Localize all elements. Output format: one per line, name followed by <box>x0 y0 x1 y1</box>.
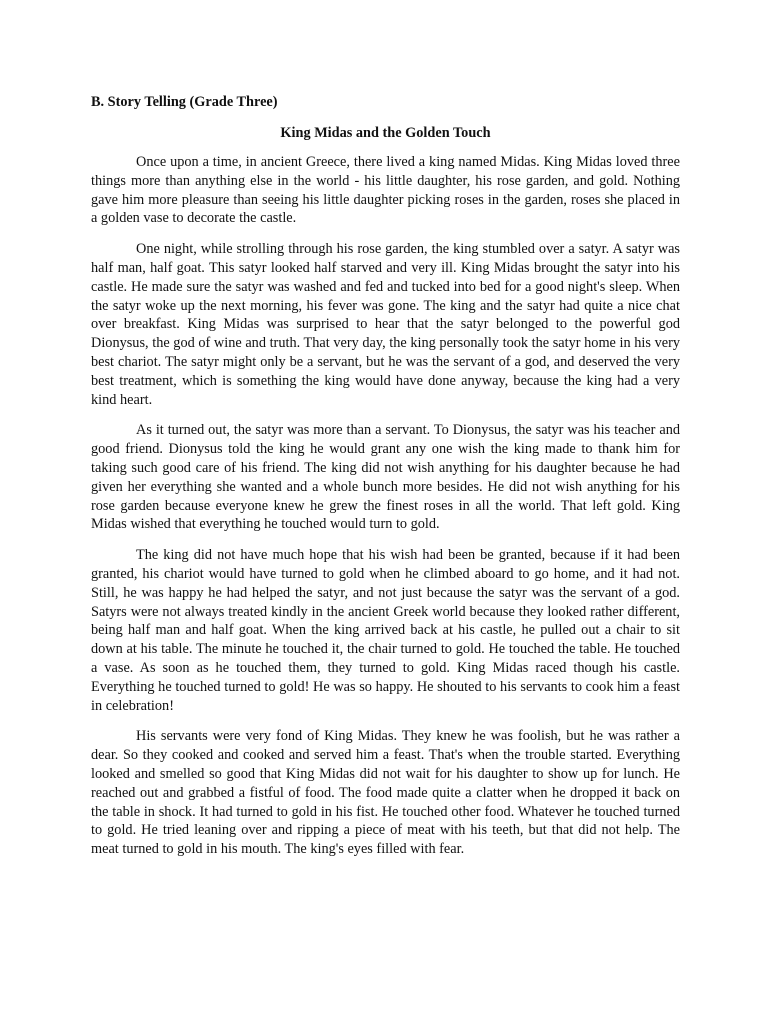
story-paragraph-4: The king did not have much hope that his wish had been be granted, because if it had been granted, his chariot would have turned to gold when he climbed aboard to go home, and it had not. Still, he was happy he had helped the satyr, and not just because the satyr was the servant of a god. Satyrs were not always treated kindly in the ancient Greek world because they looked rather different, being half man and half goat. When the king arrived back at his castle, he pulled out a chair to sit down at his table. The minute he touched it, the chair turned to gold. He touched the table. He touched a vase. As soon as he touched them, they turned to gold. King Midas raced though his castle. Everything he touched turned to gold! He was so happy. He shouted to his servants to cook him a feast in celebration! <box>91 547 680 714</box>
story-paragraph-2: One night, while strolling through his rose garden, the king stumbled over a satyr. A satyr was half man, half goat. This satyr looked half starved and very ill. King Midas brought the satyr into his castle. He made sure the satyr was washed and fed and tucked into bed for a good night's sleep. When the satyr woke up the next morning, his fever was gone. The king and the satyr had quite a nice chat over breakfast. King Midas was surprised to hear that the satyr belonged to the powerful god Dionysus, the god of wine and truth. That very day, the king personally took the satyr home in his very best chariot. The satyr might only be a servant, but he was the servant of a god, and deserved the very best treatment, which is something the king would have done anyway, because the king had a very kind heart. <box>91 241 680 408</box>
section-heading: B. Story Telling (Grade Three) <box>91 94 278 110</box>
story-paragraph-3: As it turned out, the satyr was more than a servant. To Dionysus, the satyr was his teacher and good friend. Dionysus told the king he would grant any one wish the king made to thank him for taking such good care of his friend. The king did not wish anything for his daughter because he had given her everything she wanted and a whole bunch more besides. He did not wish anything for his rose garden because everyone knew he grew the finest roses in all the world. That left gold. King Midas wished that everything he touched would turn to gold. <box>91 422 680 533</box>
story-title: King Midas and the Golden Touch <box>280 125 491 141</box>
story-paragraph-5: His servants were very fond of King Midas. They knew he was foolish, but he was rather a dear. So they cooked and cooked and served him a feast. That's when the trouble started. Everything looked and smelled so good that King Midas did not wait for his daughter to show up for lunch. He reached out and grabbed a fistful of food. The food made quite a clatter when he dropped it back on the table in shock. It had turned to gold in his fist. He touched other food. Whatever he touched turned to gold. He tried leaning over and ripping a piece of meat with his teeth, but that did not help. The meat turned to gold in his mouth. The king's eyes filled with fear. <box>91 728 680 858</box>
story-paragraph-1: Once upon a time, in ancient Greece, there lived a king named Midas. King Midas loved three things more than anything else in the world - his little daughter, his rose garden, and gold. Nothing gave him more pleasure than seeing his little daughter picking roses in the garden, roses she placed in a golden vase to decorate the castle. <box>91 154 680 227</box>
